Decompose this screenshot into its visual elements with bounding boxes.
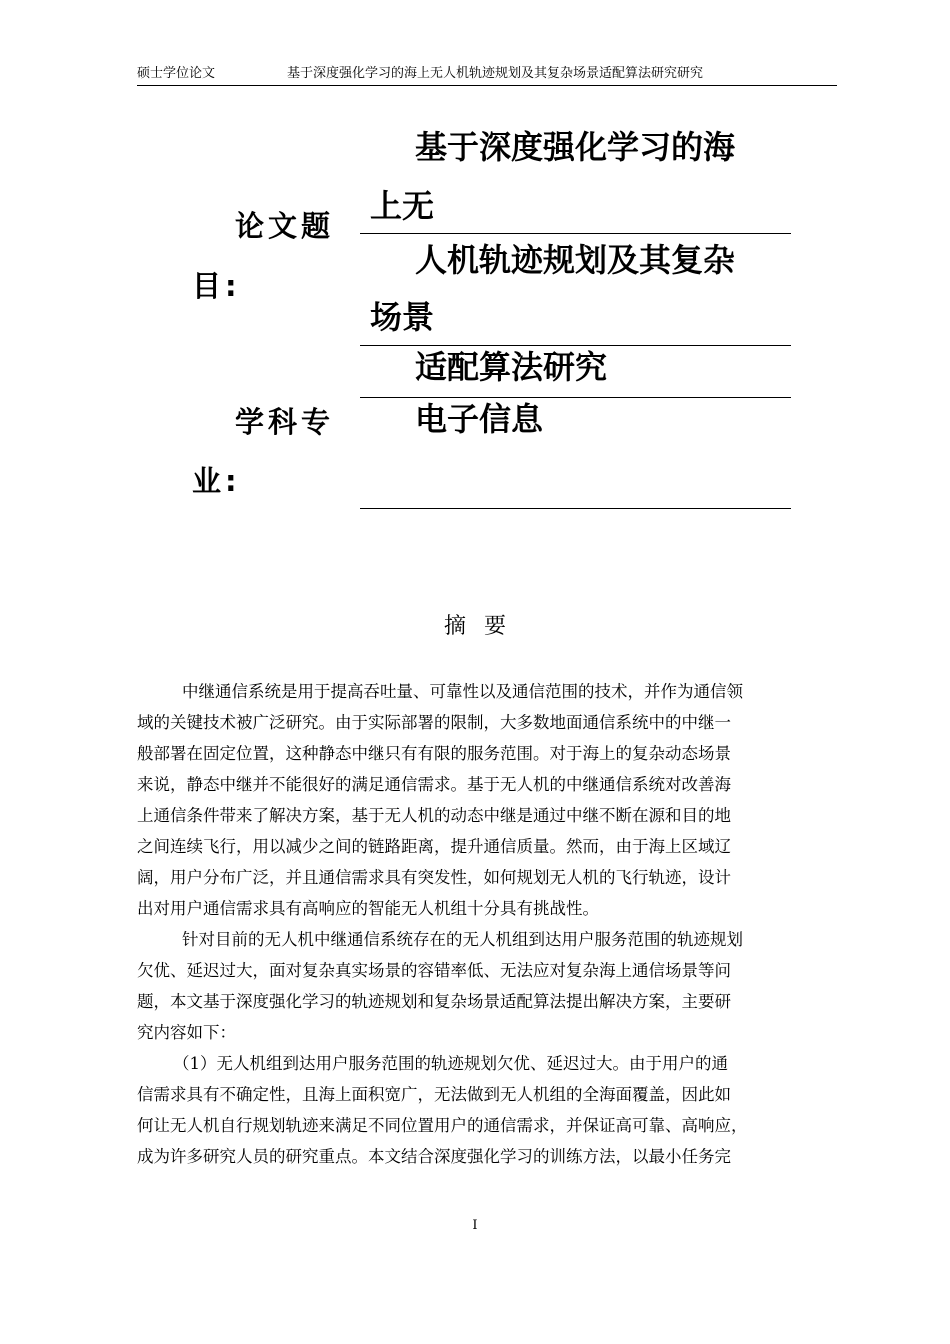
abstract-line: 之间连续飞行，用以减少之间的链路距离，提升通信质量。然而，由于海上区域辽 — [137, 837, 731, 856]
title-line-3: 人机轨迹规划及其复杂 — [415, 241, 736, 279]
title-line-4: 场景 — [370, 298, 435, 336]
abstract-line: 成为许多研究人员的研究重点。本文结合深度强化学习的训练方法，以最小任务完 — [137, 1147, 731, 1166]
title-underline-1 — [360, 233, 791, 234]
title-label-part2: 目: — [192, 269, 241, 303]
abstract-line: 阔，用户分布广泛，并且通信需求具有突发性，如何规划无人机的飞行轨迹，设计 — [137, 868, 731, 887]
title-underline-3 — [360, 397, 791, 398]
title-line-2: 上无 — [370, 187, 435, 225]
abstract-line: 来说，静态中继并不能很好的满足通信需求。基于无人机的中继通信系统对改善海 — [137, 775, 731, 794]
header-right: 基于深度强化学习的海上无人机轨迹规划及其复杂场景适配算法研究研究 — [287, 66, 704, 81]
abstract-line: 般部署在固定位置，这种静态中继只有有限的服务范围。对于海上的复杂动态场景 — [137, 744, 731, 763]
abstract-line: 针对目前的无人机中继通信系统存在的无人机组到达用户服务范围的轨迹规划 — [182, 930, 743, 949]
abstract-line: 中继通信系统是用于提高吞吐量、可靠性以及通信范围的技术，并作为通信领 — [182, 682, 743, 701]
title-line-5: 适配算法研究 — [415, 348, 608, 386]
major-underline — [360, 508, 791, 509]
page-number: I — [472, 1218, 478, 1233]
abstract-heading: 摘要 — [443, 614, 524, 639]
abstract-line: 上通信条件带来了解决方案，基于无人机的动态中继是通过中继不断在源和目的地 — [137, 806, 731, 825]
major-value: 电子信息 — [415, 400, 544, 438]
abstract-line: 题，本文基于深度强化学习的轨迹规划和复杂场景适配算法提出解决方案，主要研 — [137, 992, 731, 1011]
header-left: 硕士学位论文 — [137, 66, 216, 81]
abstract-line: 信需求具有不确定性，且海上面积宽广，无法做到无人机组的全海面覆盖，因此如 — [137, 1085, 731, 1104]
abstract-line: 欠优、延迟过大，面对复杂真实场景的容错率低、无法应对复杂海上通信场景等问 — [137, 961, 731, 980]
major-label-part1: 学科专 — [235, 405, 335, 439]
title-label-part1: 论文题 — [235, 209, 335, 243]
abstract-line: （1）无人机组到达用户服务范围的轨迹规划欠优、延迟过大。由于用户的通 — [173, 1054, 728, 1073]
abstract-line: 域的关键技术被广泛研究。由于实际部署的限制，大多数地面通信系统中的中继一 — [137, 713, 731, 732]
abstract-line: 出对用户通信需求具有高响应的智能无人机组十分具有挑战性。 — [137, 899, 599, 918]
title-underline-2 — [360, 345, 791, 346]
abstract-line: 究内容如下： — [137, 1023, 236, 1042]
major-label-part2: 业: — [192, 464, 241, 498]
abstract-line: 何让无人机自行规划轨迹来满足不同位置用户的通信需求，并保证高可靠、高响应， — [137, 1116, 748, 1135]
title-line-1: 基于深度强化学习的海 — [415, 128, 736, 166]
header-rule — [137, 85, 837, 86]
